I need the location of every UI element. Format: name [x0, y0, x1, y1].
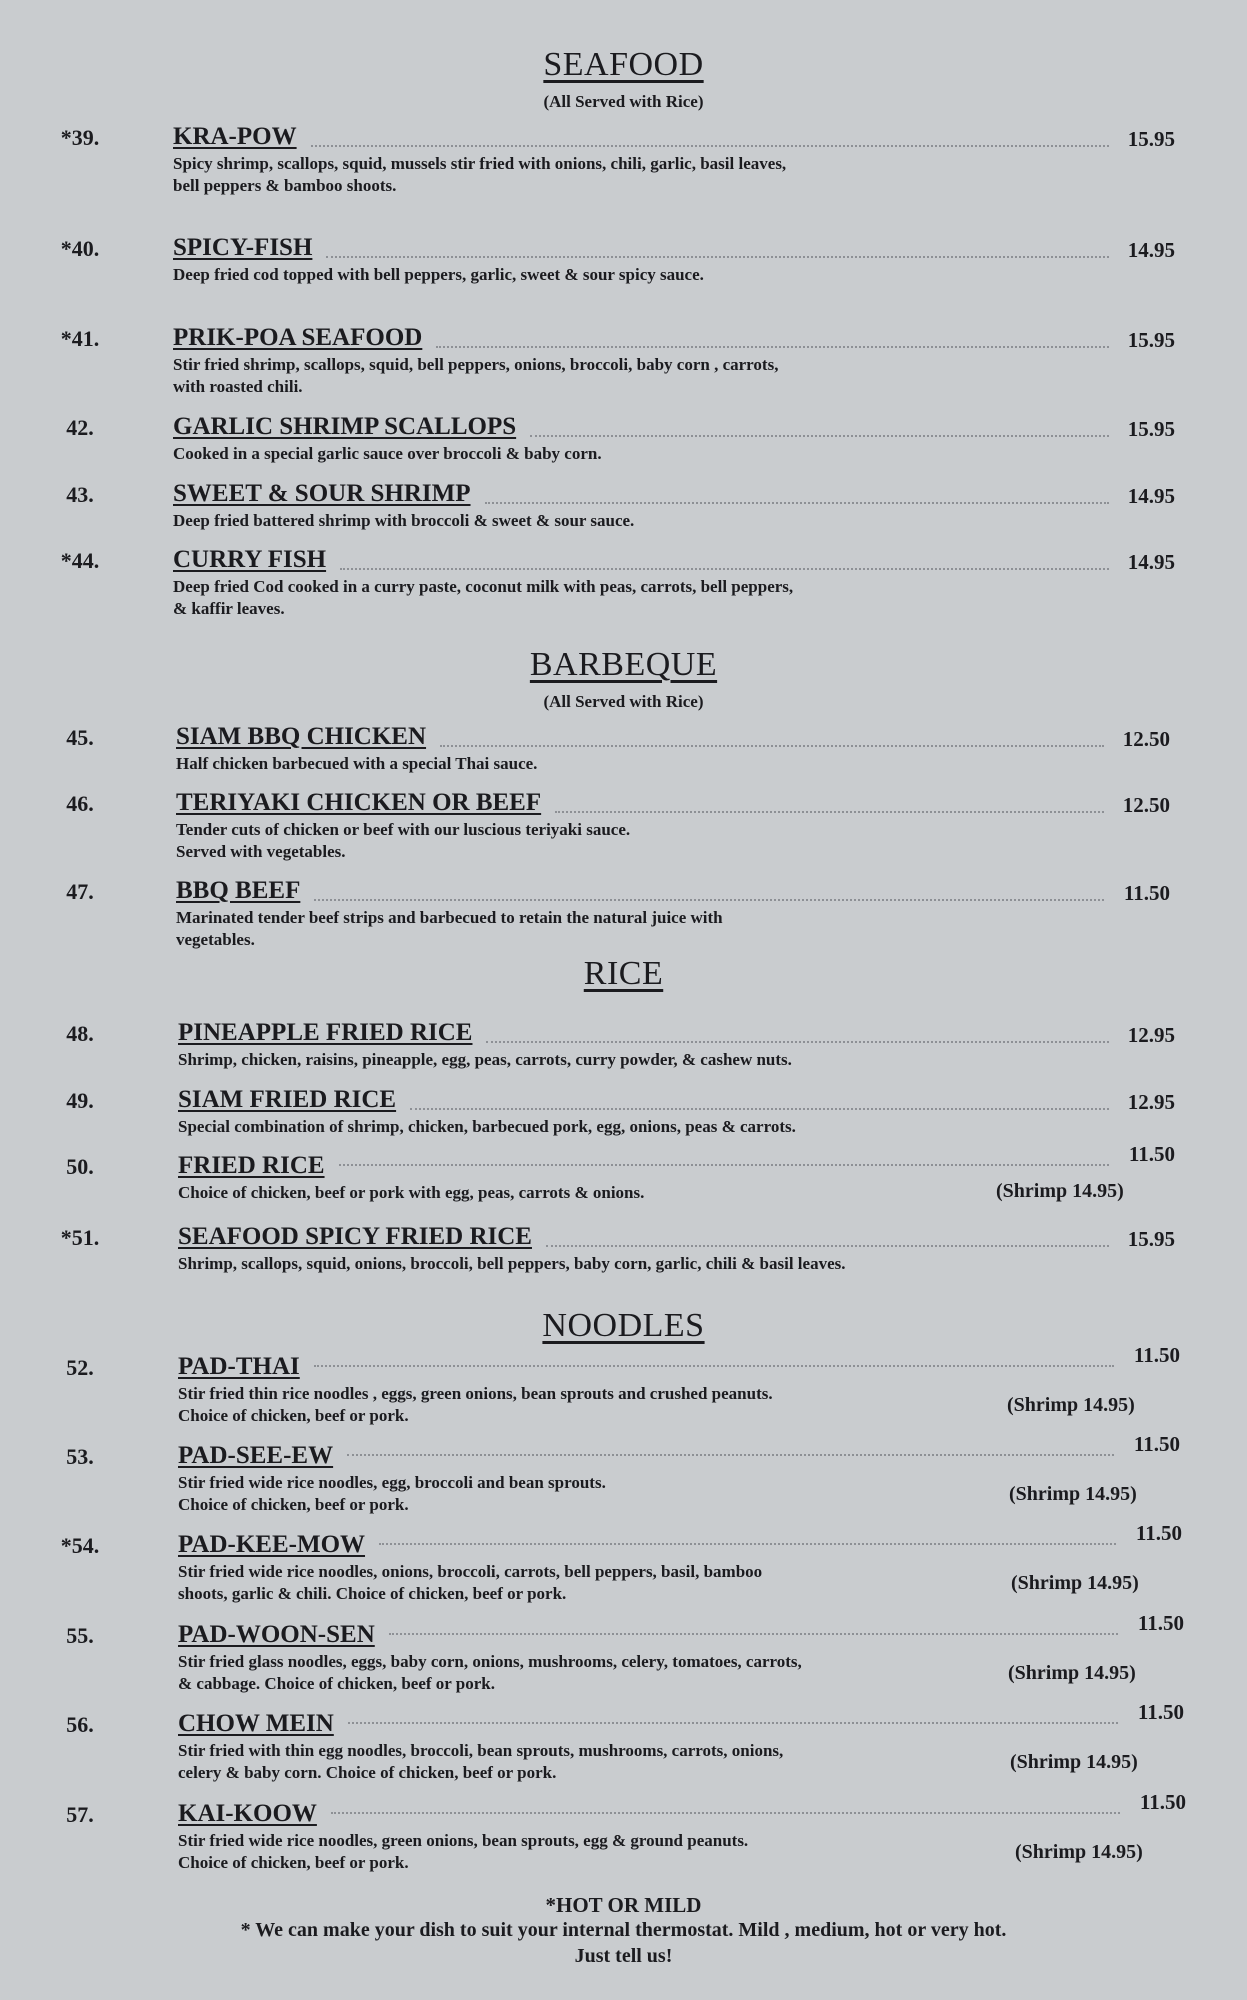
item-number: *54. [60, 1533, 100, 1558]
item-price: 11.50 [1135, 1521, 1182, 1545]
item-description-line2: Choice of chicken, beef or pork. [178, 1853, 409, 1872]
item-price: 11.50 [1123, 881, 1170, 905]
item-price: 11.50 [1133, 1432, 1180, 1456]
shrimp-price: (Shrimp 14.95) [1009, 1483, 1137, 1505]
item-number: 42. [66, 415, 94, 440]
item-name: SPICY-FISH [173, 234, 313, 261]
dot-leader [436, 346, 1109, 348]
item-description: Shrimp, chicken, raisins, pineapple, egg, peas, carrots, curry powder, & cashew nuts. [178, 1050, 792, 1069]
dot-leader [339, 1164, 1109, 1166]
item-description: Stir fried with thin egg noodles, broccoli, bean sprouts, mushrooms, carrots, onions, [178, 1741, 784, 1760]
item-name: CHOW MEIN [178, 1710, 334, 1737]
shrimp-price: (Shrimp 14.95) [996, 1180, 1124, 1202]
dot-leader [389, 1633, 1118, 1635]
item-name: PAD-THAI [178, 1353, 300, 1380]
dot-leader [326, 256, 1109, 258]
item-description: Stir fried thin rice noodles , eggs, green onions, bean sprouts and crushed peanuts. [178, 1384, 773, 1403]
item-description: Stir fried wide rice noodles, green onions, bean sprouts, egg & ground peanuts. [178, 1831, 749, 1850]
section-subtitle-barbeque: (All Served with Rice) [543, 692, 704, 711]
item-description: Stir fried glass noodles, eggs, baby corn, onions, mushrooms, celery, tomatoes, carrots, [178, 1652, 802, 1671]
item-number: 43. [66, 482, 94, 507]
item-description: Special combination of shrimp, chicken, barbecued pork, egg, onions, peas & carrots. [178, 1117, 796, 1136]
item-name: GARLIC SHRIMP SCALLOPS [173, 413, 517, 440]
dot-leader [347, 1454, 1114, 1456]
dot-leader [311, 145, 1109, 147]
dot-leader [555, 811, 1104, 813]
item-description: Spicy shrimp, scallops, squid, mussels stir fried with onions, chili, garlic, basil leaves, [173, 154, 787, 173]
item-name: PRIK-POA SEAFOOD [173, 324, 423, 351]
dot-leader [410, 1108, 1109, 1110]
item-description: Deep fried cod topped with bell peppers, garlic, sweet & sour spicy sauce. [173, 265, 704, 284]
item-price: 12.50 [1122, 727, 1170, 751]
item-description-line2: & cabbage. Choice of chicken, beef or pork. [178, 1674, 495, 1693]
item-price: 14.95 [1127, 484, 1175, 508]
item-description: Stir fried wide rice noodles, egg, broccoli and bean sprouts. [178, 1473, 606, 1492]
dot-leader [314, 899, 1104, 901]
item-name: SIAM BBQ CHICKEN [176, 723, 427, 750]
item-name: KRA-POW [173, 123, 297, 150]
item-description-line2: vegetables. [176, 930, 255, 949]
item-name: BBQ BEEF [176, 877, 301, 904]
item-description: Deep fried Cod cooked in a curry paste, coconut milk with peas, carrots, bell peppers, [173, 577, 794, 596]
item-name: PINEAPPLE FRIED RICE [178, 1019, 473, 1046]
item-price: 12.95 [1127, 1090, 1175, 1114]
item-name: PAD-WOON-SEN [178, 1621, 375, 1648]
item-price: 15.95 [1127, 417, 1175, 441]
item-price: 11.50 [1139, 1790, 1186, 1814]
dot-leader [331, 1812, 1120, 1814]
item-name: PAD-SEE-EW [178, 1442, 334, 1469]
section-title-noodles: NOODLES [542, 1307, 705, 1344]
item-description-line2: with roasted chili. [173, 377, 303, 396]
item-number: 45. [66, 725, 94, 750]
item-number: 48. [66, 1021, 94, 1046]
shrimp-price: (Shrimp 14.95) [1015, 1841, 1143, 1863]
dot-leader [440, 745, 1104, 747]
item-description-line2: Served with vegetables. [176, 842, 346, 861]
item-description: Cooked in a special garlic sauce over broccoli & baby corn. [173, 444, 602, 463]
section-title-seafood: SEAFOOD [543, 46, 704, 83]
footer-note-end: Just tell us! [574, 1945, 673, 1967]
item-description-line2: & kaffir leaves. [173, 599, 285, 618]
item-description-line2: Choice of chicken, beef or pork. [178, 1406, 409, 1425]
item-number: 55. [66, 1623, 94, 1648]
footer-note: * We can make your dish to suit your internal thermostat. Mild , medium, hot or very hot. [240, 1919, 1007, 1941]
item-number: 53. [66, 1444, 94, 1469]
dot-leader [340, 568, 1109, 570]
item-number: 49. [66, 1088, 94, 1113]
item-price: 11.50 [1137, 1611, 1184, 1635]
item-name: PAD-KEE-MOW [178, 1531, 366, 1558]
item-price: 14.95 [1127, 550, 1175, 574]
shrimp-price: (Shrimp 14.95) [1008, 1662, 1136, 1684]
item-description: Stir fried wide rice noodles, onions, broccoli, carrots, bell peppers, basil, bamboo [178, 1562, 763, 1581]
item-price: 12.95 [1127, 1023, 1175, 1047]
item-number: 47. [66, 879, 94, 904]
shrimp-price: (Shrimp 14.95) [1011, 1572, 1139, 1594]
item-description-line2: shoots, garlic & chili. Choice of chicken, beef or pork. [178, 1584, 567, 1603]
item-number: 52. [66, 1355, 94, 1380]
dot-leader [530, 435, 1109, 437]
item-price: 11.50 [1137, 1700, 1184, 1724]
dot-leader [546, 1245, 1109, 1247]
item-name: SEAFOOD SPICY FRIED RICE [178, 1223, 532, 1250]
item-description-line2: Choice of chicken, beef or pork. [178, 1495, 409, 1514]
item-number: *40. [60, 236, 100, 261]
item-description: Marinated tender beef strips and barbecued to retain the natural juice with [176, 908, 723, 927]
section-title-rice: RICE [583, 955, 664, 992]
item-name: SIAM FRIED RICE [178, 1086, 397, 1113]
item-number: *51. [60, 1225, 100, 1250]
item-description: Half chicken barbecued with a special Thai sauce. [176, 754, 538, 773]
item-description: Stir fried shrimp, scallops, squid, bell peppers, onions, broccoli, baby corn , carrots, [173, 355, 779, 374]
section-subtitle-seafood: (All Served with Rice) [543, 92, 704, 111]
item-name: CURRY FISH [173, 546, 327, 573]
item-description: Shrimp, scallops, squid, onions, broccoli, bell peppers, baby corn, garlic, chili & basil leaves. [178, 1254, 846, 1273]
item-name: KAI-KOOW [178, 1800, 317, 1827]
item-price: 15.95 [1127, 127, 1175, 151]
shrimp-price: (Shrimp 14.95) [1010, 1751, 1138, 1773]
item-number: 50. [66, 1154, 94, 1179]
item-price: 15.95 [1127, 1227, 1175, 1251]
item-number: *41. [60, 326, 100, 351]
dot-leader [486, 1041, 1109, 1043]
item-price: 12.50 [1122, 793, 1170, 817]
item-price: 14.95 [1127, 238, 1175, 262]
item-number: 56. [66, 1712, 94, 1737]
section-title-barbeque: BARBEQUE [529, 646, 718, 683]
item-number: *44. [60, 548, 100, 573]
shrimp-price: (Shrimp 14.95) [1007, 1394, 1135, 1416]
item-description: Choice of chicken, beef or pork with egg, peas, carrots & onions. [178, 1183, 645, 1202]
footer-title: *HOT OR MILD [545, 1893, 702, 1917]
item-description: Deep fried battered shrimp with broccoli & sweet & sour sauce. [173, 511, 635, 530]
item-name: FRIED RICE [178, 1152, 325, 1179]
item-name: SWEET & SOUR SHRIMP [173, 480, 471, 507]
dot-leader [348, 1722, 1118, 1724]
item-description-line2: celery & baby corn. Choice of chicken, beef or pork. [178, 1763, 557, 1782]
item-price: 11.50 [1133, 1343, 1180, 1367]
item-description-line2: bell peppers & bamboo shoots. [173, 176, 397, 195]
item-price: 15.95 [1127, 328, 1175, 352]
dot-leader [485, 502, 1109, 504]
item-number: 46. [66, 791, 94, 816]
dot-leader [379, 1543, 1116, 1545]
item-description: Tender cuts of chicken or beef with our luscious teriyaki sauce. [176, 820, 631, 839]
item-price: 11.50 [1128, 1142, 1175, 1166]
item-number: 57. [66, 1802, 94, 1827]
dot-leader [314, 1365, 1114, 1367]
item-number: *39. [60, 125, 100, 150]
item-name: TERIYAKI CHICKEN OR BEEF [176, 789, 542, 816]
